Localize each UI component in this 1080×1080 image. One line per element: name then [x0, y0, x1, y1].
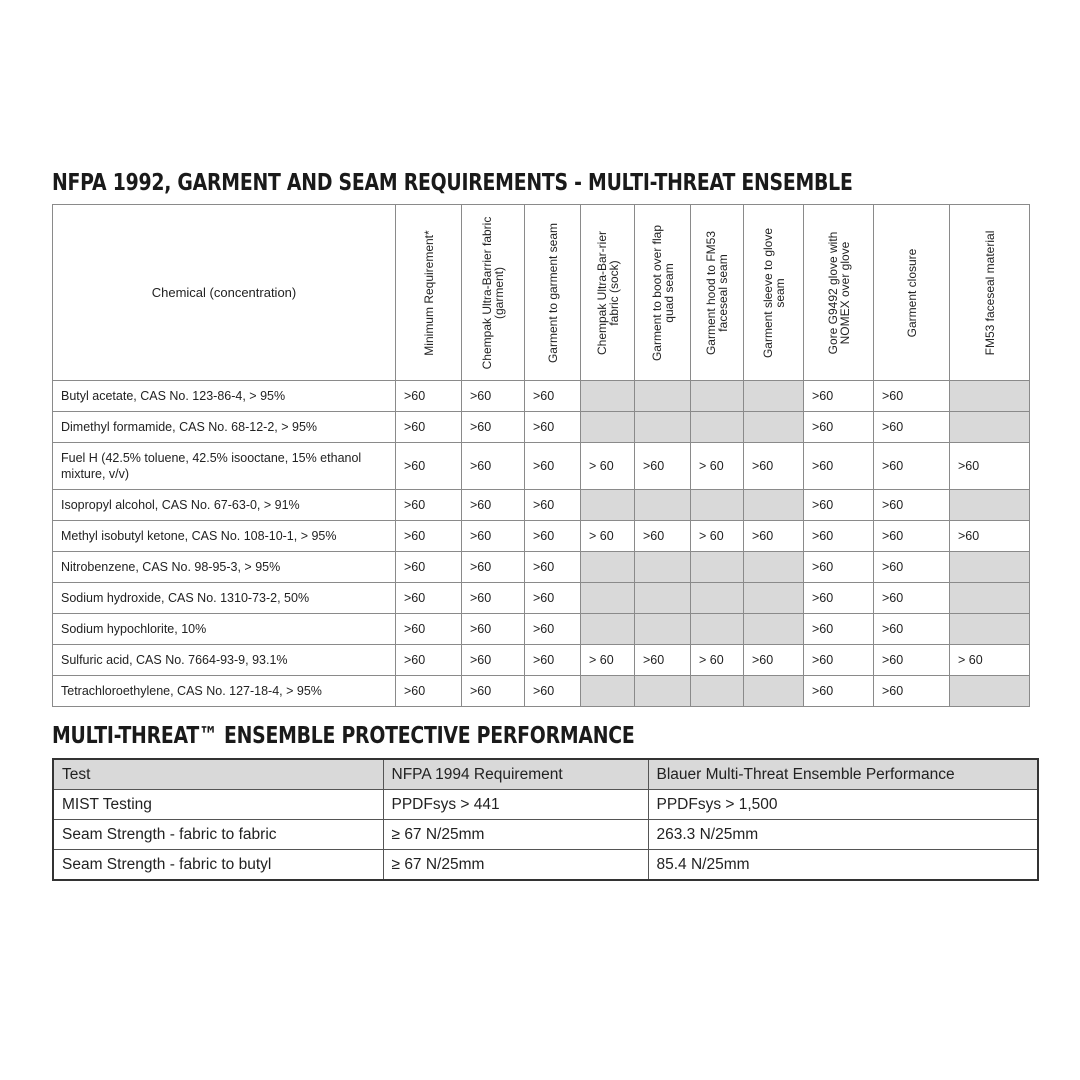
column-header: NFPA 1994 Requirement — [383, 759, 648, 790]
chemical-name: Nitrobenzene, CAS No. 98-95-3, > 95% — [53, 552, 396, 583]
chemical-name: Isopropyl alcohol, CAS No. 67-63-0, > 91% — [53, 490, 396, 521]
empty-cell — [581, 552, 635, 583]
value-cell: >60 — [950, 521, 1030, 552]
value-cell: >60 — [525, 443, 581, 490]
value-cell: >60 — [525, 490, 581, 521]
empty-cell — [635, 490, 691, 521]
value-cell: >60 — [462, 614, 525, 645]
empty-cell — [950, 490, 1030, 521]
value-cell: >60 — [874, 614, 950, 645]
value-cell: >60 — [635, 521, 691, 552]
empty-cell — [581, 490, 635, 521]
table-row — [53, 490, 1030, 521]
column-header: Garment to boot over flap quad seam — [635, 205, 691, 381]
value-cell: > 60 — [581, 645, 635, 676]
value-cell: >60 — [744, 645, 804, 676]
empty-cell — [581, 583, 635, 614]
performance-table — [52, 758, 1039, 881]
value-cell: >60 — [396, 645, 462, 676]
value-cell: >60 — [525, 552, 581, 583]
chemical-name: Fuel H (42.5% toluene, 42.5% isooctane, 15% ethanol mixture, v/v) — [53, 443, 396, 490]
table-cell: Seam Strength - fabric to butyl — [53, 850, 383, 881]
value-cell: >60 — [525, 614, 581, 645]
value-cell: >60 — [396, 412, 462, 443]
value-cell: >60 — [804, 676, 874, 707]
table-row — [53, 790, 1038, 820]
empty-cell — [950, 614, 1030, 645]
empty-cell — [691, 412, 744, 443]
value-cell: >60 — [462, 443, 525, 490]
column-header: Minimum Requirement* — [396, 205, 462, 381]
empty-cell — [691, 552, 744, 583]
column-header: Blauer Multi-Threat Ensemble Performance — [648, 759, 1038, 790]
value-cell: >60 — [804, 443, 874, 490]
table-row — [53, 381, 1030, 412]
empty-cell — [950, 676, 1030, 707]
value-cell: >60 — [804, 583, 874, 614]
column-header: Test — [53, 759, 383, 790]
value-cell: >60 — [462, 645, 525, 676]
empty-cell — [950, 381, 1030, 412]
empty-cell — [691, 381, 744, 412]
table-cell: Seam Strength - fabric to fabric — [53, 820, 383, 850]
value-cell: >60 — [525, 412, 581, 443]
requirements-header-row — [53, 205, 1030, 381]
value-cell: >60 — [950, 443, 1030, 490]
value-cell: >60 — [635, 443, 691, 490]
value-cell: >60 — [462, 676, 525, 707]
empty-cell — [635, 614, 691, 645]
value-cell: >60 — [744, 521, 804, 552]
value-cell: >60 — [525, 381, 581, 412]
empty-cell — [581, 412, 635, 443]
table-row — [53, 552, 1030, 583]
value-cell: >60 — [396, 490, 462, 521]
empty-cell — [691, 583, 744, 614]
value-cell: >60 — [804, 490, 874, 521]
column-header: FM53 faceseal material — [950, 205, 1030, 381]
value-cell: >60 — [635, 645, 691, 676]
empty-cell — [950, 552, 1030, 583]
column-header: Chempak Ultra-Barrier fabric (garment) — [462, 205, 525, 381]
table-row — [53, 443, 1030, 490]
value-cell: >60 — [804, 381, 874, 412]
value-cell: >60 — [396, 583, 462, 614]
column-header: Chemical (concentration) — [53, 205, 396, 381]
value-cell: > 60 — [691, 443, 744, 490]
empty-cell — [744, 490, 804, 521]
value-cell: >60 — [396, 443, 462, 490]
value-cell: > 60 — [691, 645, 744, 676]
value-cell: >60 — [804, 645, 874, 676]
empty-cell — [744, 552, 804, 583]
chemical-name: Tetrachloroethylene, CAS No. 127-18-4, > 95% — [53, 676, 396, 707]
empty-cell — [744, 676, 804, 707]
column-header: Garment hood to FM53 faceseal seam — [691, 205, 744, 381]
column-header: Garment to garment seam — [525, 205, 581, 381]
table-cell: PPDFsys > 441 — [383, 790, 648, 820]
value-cell: >60 — [396, 676, 462, 707]
empty-cell — [581, 614, 635, 645]
value-cell: >60 — [804, 552, 874, 583]
empty-cell — [581, 676, 635, 707]
requirements-table — [52, 204, 1030, 707]
value-cell: >60 — [462, 381, 525, 412]
table-row — [53, 583, 1030, 614]
empty-cell — [635, 552, 691, 583]
value-cell: >60 — [804, 614, 874, 645]
value-cell: >60 — [462, 521, 525, 552]
empty-cell — [691, 490, 744, 521]
value-cell: >60 — [396, 521, 462, 552]
table-cell: ≥ 67 N/25mm — [383, 820, 648, 850]
chemical-name: Sodium hypochlorite, 10% — [53, 614, 396, 645]
value-cell: >60 — [874, 521, 950, 552]
value-cell: >60 — [874, 412, 950, 443]
value-cell: >60 — [462, 552, 525, 583]
value-cell: > 60 — [581, 443, 635, 490]
value-cell: >60 — [874, 552, 950, 583]
chemical-name: Sulfuric acid, CAS No. 7664-93-9, 93.1% — [53, 645, 396, 676]
value-cell: >60 — [874, 443, 950, 490]
chemical-name: Sodium hydroxide, CAS No. 1310-73-2, 50% — [53, 583, 396, 614]
empty-cell — [950, 412, 1030, 443]
value-cell: >60 — [396, 552, 462, 583]
table-cell: 263.3 N/25mm — [648, 820, 1038, 850]
table-row — [53, 820, 1038, 850]
empty-cell — [744, 412, 804, 443]
empty-cell — [744, 583, 804, 614]
empty-cell — [635, 381, 691, 412]
empty-cell — [635, 583, 691, 614]
column-header: Chempak Ultra-Bar-rier fabric (sock) — [581, 205, 635, 381]
table-row — [53, 614, 1030, 645]
chemical-name: Dimethyl formamide, CAS No. 68-12-2, > 95% — [53, 412, 396, 443]
value-cell: >60 — [525, 583, 581, 614]
value-cell: >60 — [462, 412, 525, 443]
value-cell: >60 — [462, 490, 525, 521]
column-header: Garment sleeve to glove seam — [744, 205, 804, 381]
value-cell: >60 — [396, 614, 462, 645]
requirements-title: NFPA 1992, GARMENT AND SEAM REQUIREMENTS - MULTI-THREAT ENSEMBLE — [52, 170, 853, 196]
chemical-name: Butyl acetate, CAS No. 123-86-4, > 95% — [53, 381, 396, 412]
value-cell: > 60 — [950, 645, 1030, 676]
table-cell: 85.4 N/25mm — [648, 850, 1038, 881]
empty-cell — [581, 381, 635, 412]
table-row — [53, 645, 1030, 676]
column-header: Garment closure — [874, 205, 950, 381]
table-cell: MIST Testing — [53, 790, 383, 820]
empty-cell — [744, 614, 804, 645]
value-cell: >60 — [396, 381, 462, 412]
empty-cell — [691, 614, 744, 645]
table-cell: PPDFsys > 1,500 — [648, 790, 1038, 820]
value-cell: >60 — [874, 381, 950, 412]
performance-title: MULTI-THREAT™ ENSEMBLE PROTECTIVE PERFORMANCE — [52, 723, 635, 749]
value-cell: >60 — [874, 583, 950, 614]
table-row — [53, 850, 1038, 881]
empty-cell — [950, 583, 1030, 614]
value-cell: >60 — [804, 412, 874, 443]
value-cell: > 60 — [691, 521, 744, 552]
column-header: Gore G9492 glove with NOMEX over glove — [804, 205, 874, 381]
table-cell: ≥ 67 N/25mm — [383, 850, 648, 881]
chemical-name: Methyl isobutyl ketone, CAS No. 108-10-1, > 95% — [53, 521, 396, 552]
table-row — [53, 412, 1030, 443]
value-cell: >60 — [804, 521, 874, 552]
value-cell: >60 — [462, 583, 525, 614]
table-row — [53, 676, 1030, 707]
empty-cell — [744, 381, 804, 412]
performance-header-row — [53, 759, 1038, 790]
value-cell: >60 — [874, 676, 950, 707]
empty-cell — [635, 676, 691, 707]
value-cell: >60 — [525, 676, 581, 707]
empty-cell — [635, 412, 691, 443]
value-cell: >60 — [744, 443, 804, 490]
value-cell: >60 — [525, 645, 581, 676]
empty-cell — [691, 676, 744, 707]
value-cell: > 60 — [581, 521, 635, 552]
value-cell: >60 — [525, 521, 581, 552]
value-cell: >60 — [874, 490, 950, 521]
table-row — [53, 521, 1030, 552]
value-cell: >60 — [874, 645, 950, 676]
